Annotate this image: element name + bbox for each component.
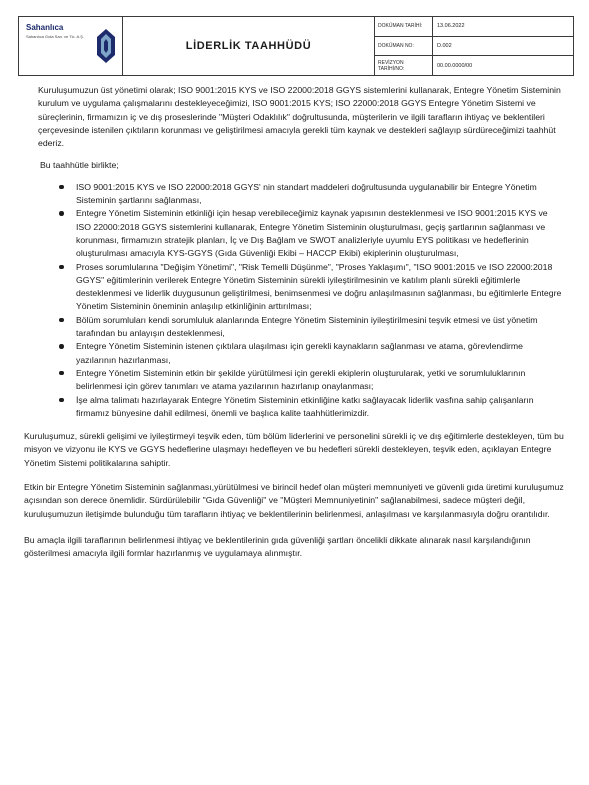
list-item: Proses sorumlularına "Değişim Yönetimi", "Risk Temelli Düşünme", "Proses Yaklaşımı", "ISO 9001:2015 ve ISO 22000:2018 GGYS" eğitimlerinin verilerek Entegre Yönetim Sisteminin sürekli iyileştirilmesinin ve katılım planlı sürekli eğitimlerle desteklenmesi ve liderlik duygusunun geliştirilmesi, benimsenmesi ve doğru anlaşılmasının sağlanması, bu eğitimlerle Entegre Yönetim Sisteminin öneminin anlaşılıp etkinliğinin arttırılması; [24,261,572,314]
list-item: Entegre Yönetim Sisteminin etkinliği için hesap verebileceğimiz kaynak yapısının desteklenmesi ve ISO 9001:2015 KYS ve ISO 22000:2018 GGYS sistemlerini kullanarak, Entegre Yönetim Sisteminin oluşturulması, geçiş şartlarının sağlanması ve korunması, firmamızın stratejik planları, İç ve Dış Bağlam ve SWOT analizleriyle uyumlu EYS politikası ve hedeflerinin oluşturulması amacıyla KYS-GGYS (Gıda Güvenliği Ekibi – HACCP Ekibi) ekiplerinin oluşturulması, [24,207,572,260]
list-item: İşe alma talimatı hazırlayarak Entegre Yönetim Sisteminin etkinliğine katkı sağlayacak liderlik vasfına sahip çalışanların firmamız bünyesine dahil edilmesi, önemli ve başlıca kalite taahhütlerimizdir. [24,394,572,421]
logo-brand-text: Sahanlıca [26,23,64,32]
list-item: ISO 9001:2015 KYS ve ISO 22000:2018 GGYS' nin standart maddeleri doğrultusunda uygulanabilir bir Entegre Yönetim Sisteminin şartlarını sağlanması, [24,181,572,208]
stakeholder-paragraph: Bu amaçla ilgili taraflarının belirlenmesi ihtiyaç ve beklentilerinin gıda güvenliği şartları öncelikli dikkate alınarak nasıl karşılandığının gösterilmesi amacıyla ilgili formlar hazırlanmış ve uygulamaya alınmıştır. [24,534,531,559]
list-item: Entegre Yönetim Sisteminin etkin bir şekilde yürütülmesi için gerekli ekiplerin oluşturularak, yetki ve sorumluluklarının belirlenmesi için görev tanımları ve atama yazılarının hazırlanıp onaylanması; [24,367,572,394]
commitment-list [24,181,572,420]
meta-value: D.002 [437,43,452,49]
company-logo [19,17,123,75]
meta-value: 13.06.2022 [437,23,465,30]
list-item: Bölüm sorumluları kendi sorumluluk alanlarında Entegre Yönetim Sisteminin iyileştirilmesini teşvik etmesi ve üst yönetim tarafından bu anlayışın desteklenmesi, [24,314,572,341]
meta-key: DOKÜMAN NO: [375,37,433,56]
meta-key: REVİZYON TARİHİ/NO: [375,56,433,75]
policy-paragraph: Kuruluşumuz, sürekli gelişimi ve iyileştirmeyi teşvik eden, tüm bölüm liderlerini ve personelini sürekli iç ve dış eğitimlerle destekleyen, tüm bu misyon ve vizyonu ile KYS ve GGYS hedeflerine ulaşmayı hedefleyen ve bu hedefleri sürekli destekleyen, teşvik eden, açıklayan Entegre Yönetim Sistemi politikalarına sahiptir. [24,431,564,468]
lead-line: Bu taahhütle birlikte; [40,160,119,171]
meta-value: 00.00.0000/00 [437,62,473,69]
intro-paragraph: Kuruluşumuzun üst yönetimi olarak; ISO 9001:2015 KYS ve ISO 22000:2018 GGYS sistemlerini kullanarak, Entegre Yönetim Sisteminin kurulum ve uygulama çalışmalarını destekleyeceğimizi, ISO 9001:2015 KYS; ISO 22000:2018 GGYS Entegre Yönetim Sistemi ve süreçlerinin, firmamızın iç ve dış proseslerinde "Müşteri Odaklılık" doğrultusunda, müşterilerin ve ilgili tarafların ihtiyaç ve beklentileri çerçevesinde istenilen çıktıların korunması ve geliştirilmesi amacıyla gerekli tüm kaynak ve destekleri sağlayıp sürdüreceğimizi taahhüt ederiz. [38,85,561,149]
list-item: Entegre Yönetim Sisteminin istenen çıktılara ulaşılması için gerekli kaynakların sağlanması ve atama, görevlendirme yazılarının hazırlanması, [24,340,572,367]
logo-subtitle-text: Sahanlıca Gıda San. ve Tic. A.Ş. [26,34,85,39]
document-header [18,16,574,76]
seal-icon [95,27,117,65]
document-body [24,84,572,561]
document-title: LİDERLİK TAAHHÜDÜ [123,17,375,75]
customer-satisfaction-paragraph: Etkin bir Entegre Yönetim Sisteminin sağlanması,yürütülmesi ve birincil hedef olan müşteri memnuniyeti ve güvenli gıda üretimi kuruluşumuz açısından son derece önemlidir. Sürdürülebilir "Gıda Güvenliği" ve "Müşteri Memnuniyetinin" sağlanabilmesi, sadece müşteri değil, kuruluşumuzun iletişimde bulunduğu tüm tarafların ihtiyaç ve beklentilerinin belirlenmesi, anlaşılması ve karşılanmasıyla doğru orantılıdır. [24,482,564,519]
meta-key: DOKÜMAN TARİHİ: [375,17,433,36]
meta-row-date [375,17,573,37]
meta-row-revision [375,56,573,75]
document-meta-table [375,17,573,75]
meta-row-doc-no [375,37,573,57]
